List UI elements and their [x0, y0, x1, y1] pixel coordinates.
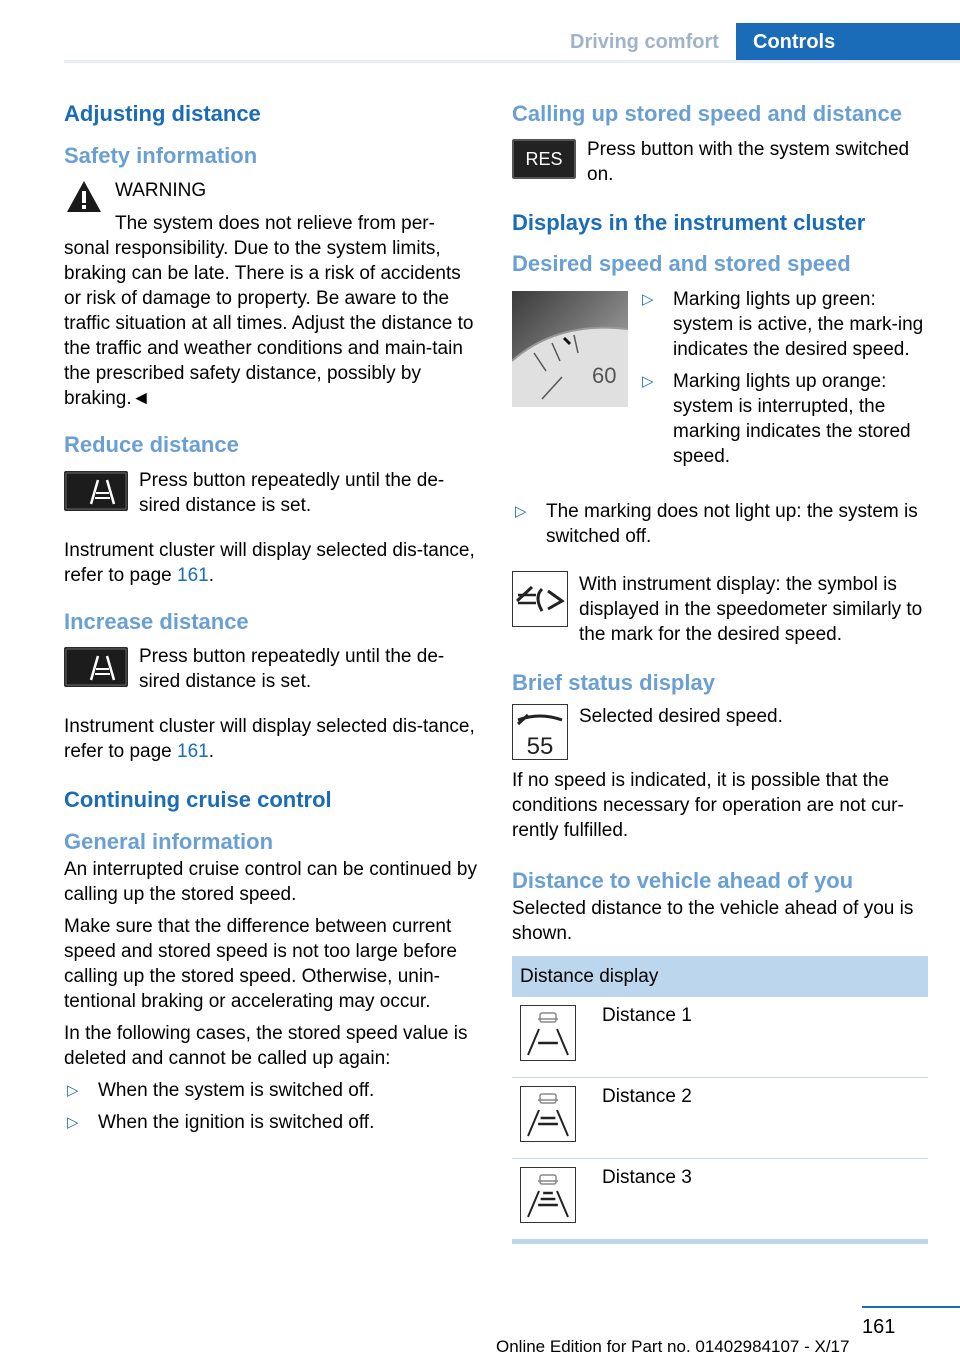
page-number: 161 — [862, 1316, 896, 1338]
reduce-distance-row — [64, 468, 480, 524]
gauge-number: 60 — [592, 362, 617, 388]
desired-speed-heading: Desired speed and stored speed — [512, 251, 851, 277]
list-item: ▷ When the ignition is switched off. — [67, 1111, 375, 1133]
safety-information-heading: Safety information — [64, 142, 258, 168]
table-row — [512, 1158, 928, 1241]
adjusting-distance-heading: Adjusting distance — [64, 101, 261, 126]
res-text: Press button with the system switched on. — [587, 138, 910, 185]
table-row — [512, 997, 928, 1078]
header-rule — [64, 60, 960, 63]
distance-level-icon — [520, 1086, 576, 1142]
brief-status-heading: Brief status display — [512, 669, 715, 695]
triangle-bullet-icon: ▷ — [642, 290, 654, 308]
continuing-cruise-heading: Continuing cruise control — [64, 787, 332, 813]
desired-speed-block — [512, 287, 928, 493]
calling-up-heading: Calling up stored speed and distance — [512, 101, 902, 126]
triangle-bullet-icon: ▷ — [67, 1081, 79, 1099]
speed-limit-icon — [512, 704, 568, 760]
triangle-bullet-icon: ▷ — [515, 502, 527, 520]
right-column — [512, 100, 928, 1244]
triangle-bullet-icon: ▷ — [67, 1113, 79, 1131]
header-section-label: Driving comfort — [570, 31, 719, 53]
distance-table-header: Distance display — [512, 956, 928, 997]
res-row — [512, 137, 928, 197]
distance-button-icon — [64, 471, 128, 511]
reduce-distance-heading: Reduce distance — [64, 432, 239, 458]
edition-footer: Online Edition for Part no. 01402984107 - X/17 — [496, 1337, 850, 1356]
table-row — [512, 1077, 928, 1158]
warning-block — [64, 178, 480, 411]
brief-status-text: Selected desired speed. — [579, 706, 783, 728]
warning-triangle-icon — [64, 177, 104, 217]
distance-button-icon — [64, 647, 128, 687]
triangle-bullet-icon: ▷ — [642, 372, 654, 390]
distance-label: Distance 1 — [594, 997, 928, 1078]
list-item: ▷ The marking does not light up: the system is switched off. — [515, 500, 918, 547]
general-information-heading: General information — [64, 828, 274, 854]
warning-label: WARNING — [115, 180, 207, 202]
reduce-cluster-text: Instrument cluster will display selected dis-tance, refer to page 161. — [64, 539, 475, 586]
warning-text: sonal responsibility. Due to the system limits, braking can be late. There is a risk of accidents or risk of damage to property. Be aware to the traffic situation at all times. Adjust the distance to the traffic and weather conditions and main-tain the prescribed safety distance, possibly by braking.◄ — [64, 238, 474, 410]
general-paragraph-3: In the following cases, the stored speed value is deleted and cannot be called up again: — [64, 1022, 468, 1069]
list-item: ▷ Marking lights up orange: system is interrupted, the marking indicates the stored speed. — [642, 370, 911, 467]
footer-rule — [862, 1306, 960, 1308]
distance-ahead-heading: Distance to vehicle ahead of you — [512, 868, 854, 894]
displays-heading: Displays in the instrument cluster — [512, 209, 866, 235]
distance-label: Distance 3 — [594, 1158, 928, 1241]
symbol-row — [512, 572, 928, 652]
general-paragraph-2: Make sure that the difference between current speed and stored speed is not too large before calling up the stored speed. Otherwise, unin-tentional braking or accelerating may occur. — [64, 915, 457, 1012]
page-link[interactable]: 161 — [177, 564, 209, 586]
list-item: ▷ When the system is switched off. — [67, 1079, 375, 1101]
increase-distance-heading: Increase distance — [64, 608, 249, 634]
increase-cluster-text: Instrument cluster will display selected dis-tance, refer to page 161. — [64, 716, 475, 763]
increase-distance-row — [64, 644, 480, 700]
brief-speed-number: 55 — [526, 733, 554, 761]
cruise-control-symbol-icon — [512, 571, 568, 627]
increase-distance-text: Press button repeatedly until the de-sired distance is set. — [139, 646, 445, 693]
res-button-icon: RES — [512, 139, 576, 179]
distance-label: Distance 2 — [594, 1077, 928, 1158]
header-tab-controls: Controls — [736, 23, 960, 63]
speedometer-gauge-image — [512, 291, 628, 407]
reduce-distance-text: Press button repeatedly until the de-sired distance is set. — [139, 469, 445, 516]
warning-first-line: The system does not relieve from per- — [115, 213, 435, 235]
symbol-text: With instrument display: the symbol is displayed in the speedometer similarly to the mark for the desired speed. — [579, 573, 923, 645]
distance-table — [512, 956, 928, 1244]
distance-level-icon — [520, 1005, 576, 1061]
general-paragraph-1: An interrupted cruise control can be continued by calling up the stored speed. — [64, 858, 477, 905]
brief-status-row — [512, 704, 928, 768]
cases-list — [64, 1078, 480, 1135]
distance-level-icon — [520, 1167, 576, 1223]
list-item: ▷ Marking lights up green: system is active, the mark-ing indicates the desired speed. — [642, 288, 924, 360]
page-link[interactable]: 161 — [177, 741, 209, 763]
off-list — [512, 499, 928, 549]
distance-ahead-text: Selected distance to the vehicle ahead of you is shown. — [512, 897, 914, 944]
left-column — [64, 100, 480, 1135]
no-speed-text: If no speed is indicated, it is possible that the conditions necessary for operation are not cur-rently fulfilled. — [512, 770, 904, 842]
